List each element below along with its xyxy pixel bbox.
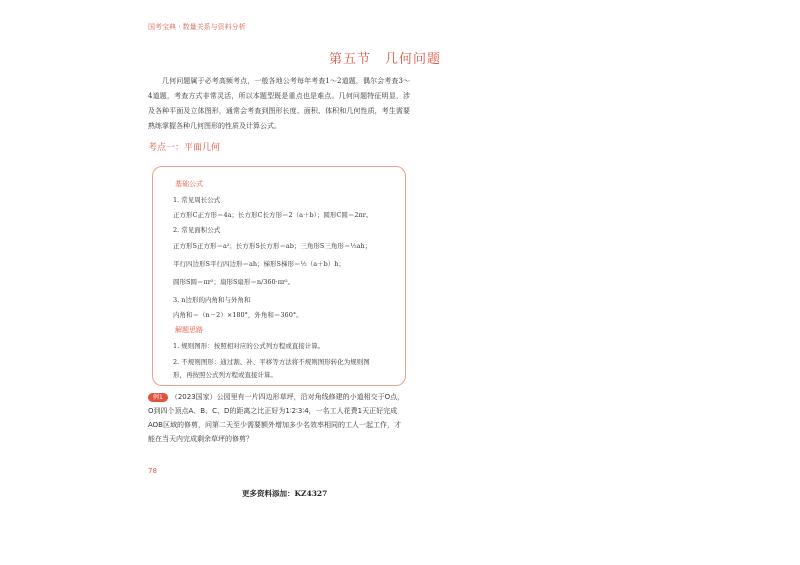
perimeter-heading: 1. 常见周长公式	[173, 196, 221, 204]
area-formula-1: 正方形S正方形＝a²；长方形S长方形＝ab；三角形S三角形＝½ah；	[173, 242, 372, 250]
method-regular: 1. 规则图形：按照相对应的公式列方程或直接计算。	[173, 342, 325, 350]
page-number: 78	[148, 467, 157, 475]
polygon-angle-heading: 3. n边形的内角和与外角和	[173, 296, 251, 304]
section-title	[0, 48, 560, 67]
method-irregular-2: 形，再按照公式列方程或直接计算。	[173, 371, 277, 379]
footer-note: 更多资料添加：KZ4327	[242, 489, 328, 498]
example-question	[148, 390, 406, 446]
area-formula-3: 圆形S圆＝πr²；扇形S扇形＝n/360·πr²。	[173, 278, 295, 286]
polygon-angle-formula: 内角和＝（n－2）×180°，外角和＝360°。	[173, 311, 303, 319]
section-title-text: 第五节 几何问题	[328, 52, 441, 67]
formula-box	[152, 166, 406, 386]
running-header: 国考宝典 · 数量关系与资料分析	[148, 23, 246, 31]
area-formula-2: 平行四边形S平行四边形＝ah；梯形S梯形＝½（a＋b）h；	[173, 260, 345, 268]
method-irregular-1: 2. 不规则图形：通过割、补、平移等方法将不规则图形转化为规则图	[173, 358, 370, 366]
basic-formula-title: 基础公式	[175, 180, 203, 188]
kaodian-heading: 考点一：平面几何	[148, 143, 221, 153]
area-heading: 2. 常见面积公式	[173, 226, 221, 234]
example-tag: 例1	[148, 393, 168, 402]
intro-paragraph: 几何问题属于必考高频考点，一般各地公考每年考查1～2道题，偶尔会考查3～4道题，考查方式非常灵活，所以本题型既是重点也是难点。几何问题特征明显，涉及各种平面及立体图形，通常会考查到图形长度、面积、体积和几何性质，考生需要熟练掌握各种几何图形的性质及计算公式。	[148, 77, 410, 130]
method-title: 解题思路	[175, 326, 203, 334]
example-text: （2023国家）公园里有一片四边形草坪，沿对角线修建的小道相交于O点，O到四个顶点A、B、C、D的距离之比正好为1∶2∶3∶4，一名工人花费1天正好完成AOB区域的修剪，问第二天至少需要额外增加多少名效率相同的工人一起工作，才能在当天内完成剩余草坪的修剪？	[148, 393, 405, 443]
perimeter-formula: 正方形C正方形＝4a；长方形C长方形＝2（a＋b）；圆形C圆＝2πr。	[173, 211, 373, 219]
